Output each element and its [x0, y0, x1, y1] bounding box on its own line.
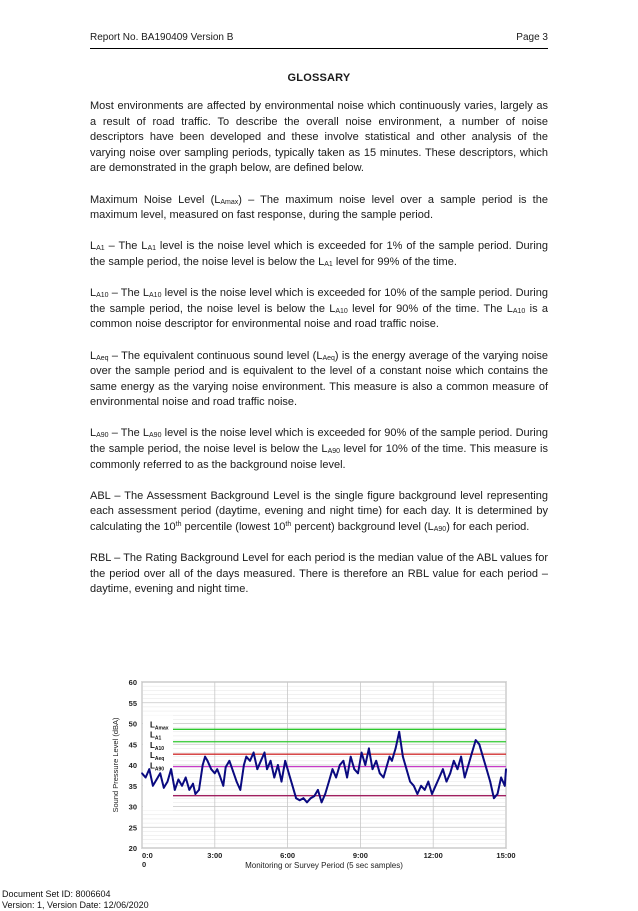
data-point	[482, 756, 484, 758]
data-point	[475, 739, 477, 741]
data-point	[497, 793, 499, 795]
la90-definition: $L_{A90}$ – The $L_{A90}$ level is the noise level which is exceeded for 90% of the sample period. During the sample period, the noise level is below the $L_{A90}$ level for 10% of the time. This measure is commonly referred to as the background noise level.	[90, 427, 548, 471]
data-point	[281, 781, 283, 783]
data-point	[375, 760, 377, 762]
la10-definition: $L_{A10}$ – The $L_{A10}$ level is the noise level which is exceeded for 10% of the sample period. During the sample period, the noise level is below the $L_{A10}$ level for 90% of the time. The $L_{A10}$ is a common noise descriptor for environmental noise and road traffic noise.	[90, 287, 548, 331]
data-point	[449, 772, 451, 774]
data-point	[239, 789, 241, 791]
data-point	[395, 748, 397, 750]
data-point	[353, 768, 355, 770]
data-point	[324, 793, 326, 795]
data-point	[427, 781, 429, 783]
level-label-la10: $L_{A10}$	[150, 740, 165, 752]
intro-paragraph: Most environments are affected by environmental noise which continuously varies, largely as a result of road traffic. To describe the overall noise environment, a number of noise descriptors have been developed and these involve statistical and other analysis of the varying noise over sampling periods, typically taken as 15 minutes. These descriptors, which are demonstrated in the graph below, are defined below.	[90, 100, 548, 175]
data-point	[417, 793, 419, 795]
data-point	[361, 752, 363, 754]
data-point	[163, 787, 165, 789]
data-point	[467, 764, 469, 766]
data-point	[192, 783, 194, 785]
x-tick-label: 6:00	[280, 851, 296, 860]
data-point	[372, 768, 374, 770]
data-point	[306, 801, 308, 803]
data-point	[391, 760, 393, 762]
data-point	[243, 764, 245, 766]
data-point	[313, 795, 315, 797]
version-info: Version: 1, Version Date: 12/06/2020	[2, 900, 149, 910]
data-point	[202, 764, 204, 766]
data-point	[253, 752, 255, 754]
level-label-la90: $L_{A90}$	[150, 761, 165, 773]
x-origin-label: 0	[142, 860, 147, 869]
data-point	[264, 752, 266, 754]
y-tick-label: 60	[128, 678, 137, 687]
data-point	[364, 764, 366, 766]
data-point	[216, 768, 218, 770]
data-point	[321, 801, 323, 803]
data-point	[438, 777, 440, 779]
data-point	[178, 779, 180, 781]
document-set-id: Document Set ID: 8006604	[2, 889, 111, 899]
page-header	[90, 32, 548, 49]
y-tick-label: 20	[128, 844, 137, 853]
data-point	[277, 764, 279, 766]
data-point	[493, 797, 495, 799]
data-point	[386, 764, 388, 766]
data-point	[181, 785, 183, 787]
data-point	[346, 777, 348, 779]
data-point	[420, 785, 422, 787]
data-point	[207, 760, 209, 762]
page-title: GLOSSARY	[287, 72, 351, 84]
data-point	[198, 789, 200, 791]
y-tick-label: 30	[128, 802, 137, 812]
rbl-definition: RBL – The Rating Background Level for each period is the median value of the ABL values for the period over all of the days measured. There is therefore an RBL value for each period – daytime, evening and night time.	[90, 552, 548, 596]
data-point	[219, 774, 221, 776]
y-tick-label: 50	[128, 719, 137, 729]
data-point	[299, 799, 301, 801]
data-point	[156, 779, 158, 781]
data-point	[284, 760, 286, 762]
data-point	[453, 760, 455, 762]
data-point	[188, 789, 190, 791]
data-point	[335, 777, 337, 779]
x-tick-label: 12:00	[423, 851, 443, 860]
data-point	[152, 785, 154, 787]
data-point	[228, 760, 230, 762]
data-point	[413, 785, 415, 787]
data-point	[486, 768, 488, 770]
y-tick-label: 55	[128, 698, 137, 708]
data-point	[357, 772, 359, 774]
data-point	[288, 772, 290, 774]
data-point	[383, 777, 385, 779]
x-tick-label: 0:0	[142, 851, 153, 860]
data-point	[442, 768, 444, 770]
data-point	[245, 756, 247, 758]
y-tick-label: 25	[128, 823, 137, 833]
data-point	[343, 760, 345, 762]
page-number: Page 3	[516, 32, 548, 43]
lamax-definition: Maximum Noise Level $(L_{Amax})$ – The maximum noise level over a sample period is the maximum level, measured on fast response, during the sample period.	[90, 193, 548, 222]
y-tick-label: 35	[128, 781, 137, 791]
data-point	[332, 768, 334, 770]
noise-chart	[104, 672, 524, 872]
data-point	[256, 768, 258, 770]
data-point	[236, 781, 238, 783]
abl-definition: ABL – The Assessment Background Level is the single figure background level representing each assessment period (daytime, evening and night time) for each day. It is determined by calculating the 10th percentile (lowest 10th percent) background level $(L_{A90})$ for each period.	[90, 489, 548, 534]
data-point	[505, 768, 507, 770]
data-point	[368, 748, 370, 750]
data-point	[339, 764, 341, 766]
data-point	[328, 781, 330, 783]
y-tick-label: 45	[128, 740, 137, 750]
data-point	[292, 785, 294, 787]
data-point	[379, 772, 381, 774]
level-label-laeq: $L_{Aeq}$	[150, 751, 165, 763]
data-point	[174, 789, 176, 791]
data-point	[302, 797, 304, 799]
x-tick-label: 9:00	[352, 851, 368, 860]
data-point	[310, 797, 312, 799]
glossary-body	[90, 99, 548, 614]
data-point	[446, 781, 448, 783]
data-point	[398, 731, 400, 733]
data-point	[159, 772, 161, 774]
data-point	[409, 781, 411, 783]
data-point	[435, 785, 437, 787]
data-point	[249, 760, 251, 762]
data-point	[204, 756, 206, 758]
level-label-lamax: $L_{Amax}$	[150, 720, 169, 732]
la1-definition: $L_{A1}$ – The $L_{A1}$ level is the noise level which is exceeded for 1% of the sample period. During the sample period, the noise level is below the $L_{A1}$ level for 99% of the time.	[90, 240, 548, 268]
data-point	[266, 768, 268, 770]
data-point	[273, 777, 275, 779]
data-point	[402, 756, 404, 758]
report-number: Report No. BA190409 Version B	[90, 32, 234, 43]
data-point	[194, 793, 196, 795]
y-axis-title: Sound Pressure Level (dBA)	[111, 717, 120, 813]
data-point	[232, 770, 234, 772]
data-point	[489, 781, 491, 783]
data-point	[457, 768, 459, 770]
data-point	[500, 777, 502, 779]
laeq-definition: $L_{Aeq}$ – The equivalent continuous sound level $(L_{Aeq})$ is the energy average of the varying noise over the sample period and is equivalent to the level of a constant noise which contains the same energy as the varying noise environment. This measure is also a common measure of environmental noise and road traffic noise.	[90, 349, 548, 409]
data-point	[460, 756, 462, 758]
x-axis-title: Monitoring or Survey Period (5 sec samples)	[245, 861, 403, 870]
data-point	[148, 768, 150, 770]
data-point	[214, 772, 216, 774]
data-point	[185, 777, 187, 779]
data-point	[317, 789, 319, 791]
data-point	[295, 797, 297, 799]
data-point	[406, 768, 408, 770]
data-point	[210, 768, 212, 770]
data-point	[424, 789, 426, 791]
noise-chart-svg	[104, 672, 524, 872]
data-point	[145, 777, 147, 779]
data-point	[222, 785, 224, 787]
data-point	[389, 756, 391, 758]
x-tick-label: 15:00	[496, 851, 516, 860]
data-point	[141, 772, 143, 774]
data-point	[350, 756, 352, 758]
data-point	[471, 752, 473, 754]
data-point	[478, 743, 480, 745]
data-point	[225, 766, 227, 768]
y-tick-label: 40	[128, 761, 137, 770]
level-label-la1: $L_{A1}$	[150, 730, 162, 742]
data-point	[260, 760, 262, 762]
x-tick-label: 3:00	[207, 851, 223, 860]
data-point	[170, 768, 172, 770]
data-point	[270, 760, 272, 762]
data-point	[504, 785, 506, 787]
data-point	[167, 781, 169, 783]
data-point	[431, 793, 433, 795]
data-point	[464, 777, 466, 779]
